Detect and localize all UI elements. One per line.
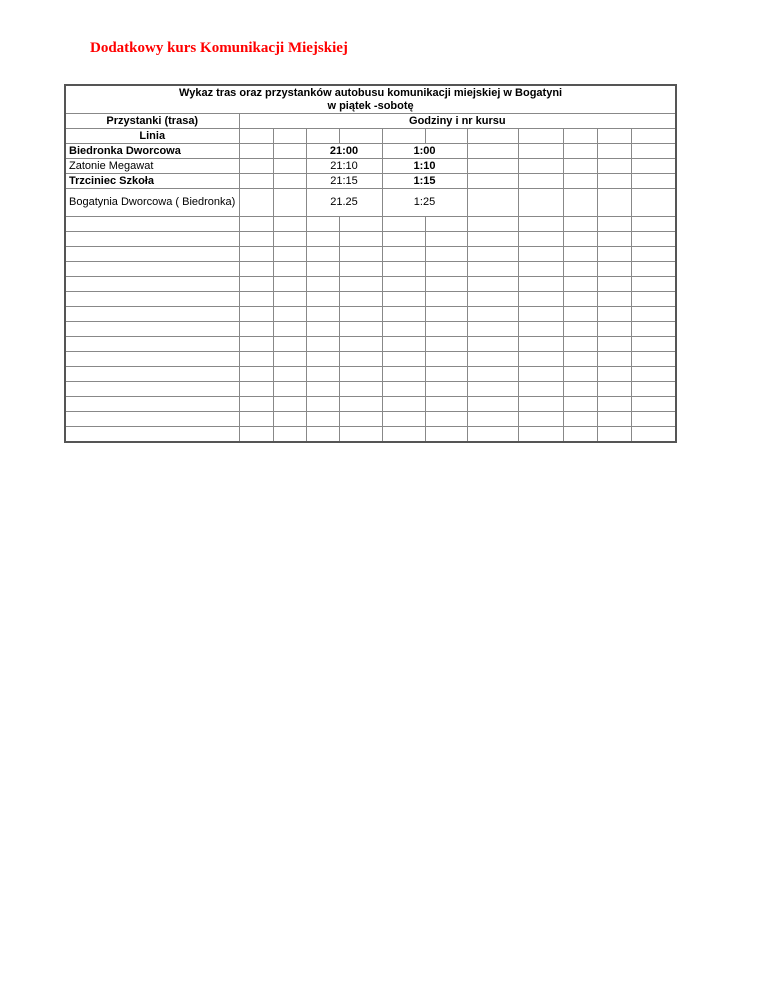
empty-row [65, 322, 676, 337]
table-row [65, 174, 676, 189]
stop-name: Trzciniec Szkoła [65, 174, 239, 189]
times-column-header: Godziny i nr kursu [239, 114, 676, 129]
departure-time: 21.25 [306, 189, 382, 217]
empty-row [65, 427, 676, 443]
empty-row [65, 262, 676, 277]
linia-label: Linia [65, 129, 239, 144]
table-title [65, 85, 676, 114]
stop-name: Zatonie Megawat [65, 159, 239, 174]
empty-row [65, 367, 676, 382]
empty-row [65, 307, 676, 322]
departure-time: 21:15 [306, 174, 382, 189]
schedule-table [64, 84, 677, 443]
departure-time: 21:10 [306, 159, 382, 174]
departure-time: 1:25 [382, 189, 467, 217]
table-title-line1: Wykaz tras oraz przystanków autobusu komunikacji miejskiej w Bogatyni [179, 86, 563, 99]
stops-column-header: Przystanki (trasa) [65, 114, 239, 129]
departure-time: 1:10 [382, 159, 467, 174]
departure-time: 21:00 [306, 144, 382, 159]
empty-row [65, 277, 676, 292]
departure-time: 1:00 [382, 144, 467, 159]
document-title: Dodatkowy kurs Komunikacji Miejskiej [90, 40, 348, 56]
empty-row [65, 352, 676, 367]
empty-row [65, 217, 676, 232]
empty-row [65, 412, 676, 427]
table-row [65, 159, 676, 174]
empty-row [65, 397, 676, 412]
stop-name: Biedronka Dworcowa [65, 144, 239, 159]
empty-row [65, 247, 676, 262]
table-title-line2: w piątek -sobotę [327, 99, 414, 112]
departure-time: 1:15 [382, 174, 467, 189]
empty-row [65, 337, 676, 352]
table-row [65, 189, 676, 217]
empty-row [65, 292, 676, 307]
stop-name: Bogatynia Dworcowa ( Biedronka) [65, 189, 239, 217]
empty-row [65, 382, 676, 397]
table-row [65, 144, 676, 159]
empty-row [65, 232, 676, 247]
